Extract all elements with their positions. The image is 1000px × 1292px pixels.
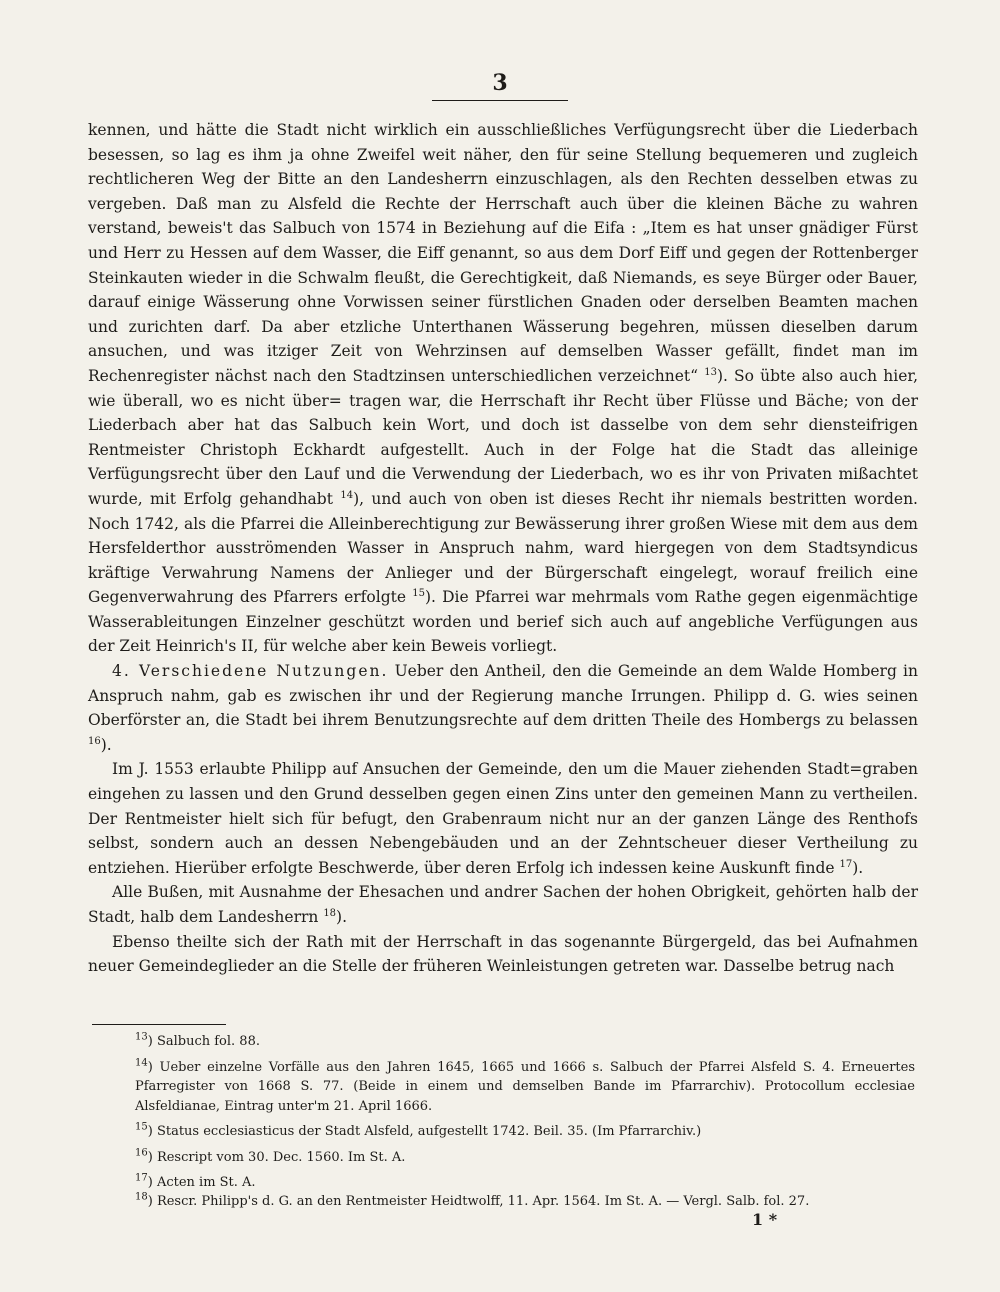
text-line: Liederbach, wo es ihr von Privaten mißachtet wurde, mit Erfolg gehandhabt <box>88 465 918 508</box>
footnote-number: 13 <box>135 1031 148 1043</box>
footnote <box>135 1122 915 1142</box>
paragraph-5 <box>88 930 918 979</box>
text-line: tragen war, die Herrschaft ihr Recht über Flüsse und Bäche; von der Liederbach aber hat das Salbuch <box>88 391 918 435</box>
footnote-ref: 16 <box>88 735 101 747</box>
text-line: Salbuch von 1574 in Beziehung auf die Eifa : „Item es hat unser gnädiger Fürst und Herr zu Hessen <box>88 219 918 262</box>
footnote-ref: 13 <box>704 366 717 378</box>
paragraph-1 <box>88 118 918 659</box>
text-line: Bewässerung ihrer großen Wiese mit dem aus dem Hersfelderthor ausströmenden Wasser in Anspruch <box>88 514 918 558</box>
text-line: Stadtzinsen unterschiedlichen verzeichnet“ <box>352 366 699 385</box>
footnote-ref: 17 <box>839 858 853 870</box>
text-line: ), und auch von oben ist <box>353 489 555 508</box>
text-line: berief sich auch auf angebliche Verfügungen aus der Zeit Heinrich's II, für welche aber kein Beweis vorliegt. <box>88 612 918 656</box>
footnote-text: ) Status ecclesiasticus der Stadt Alsfeld, aufgestellt 1742. Beil. 35. (Im Pfarrarchiv.) <box>147 1124 702 1139</box>
text-line: dieses Recht ihr niemals bestritten worden. Noch 1742, als die Pfarrei die Alleinberechtigung zur <box>88 489 918 533</box>
paragraph-5-text: Ebenso theilte sich der Rath mit der Herrschaft in das sogenannte Bürgergeld, das bei Aufnahmen neuer Gemeindeglieder an die Stelle der früheren Weinleistungen getreten war. Dasselbe betrug nach <box>88 932 918 976</box>
paragraph-4-end: ). <box>336 908 348 926</box>
footnote-text: ) Salbuch fol. 88. <box>147 1034 260 1049</box>
paragraph-3-end: ). <box>852 858 864 877</box>
footnote-ref: 18 <box>323 907 337 919</box>
text-line: kein Wort, und doch ist dasselbe von dem sehr diensteifrigen Rentmeister Christoph Eckhardt aufgestellt. <box>88 416 919 459</box>
text-line: itziger Zeit von Wehrzinsen auf demselben Wasser gefällt, findet man im Rechenregister nächst nach den <box>88 342 918 385</box>
text-line: Weg der Bitte an den Landesherrn einzuschlagen, als den Rechten desselben etwas zu vergeben. Daß <box>88 170 918 213</box>
text-line: einige Wässerung ohne Vorwissen seiner fürstlichen Gnaden oder derselben Beamten machen und zurichten <box>88 293 918 336</box>
footnote-last <box>135 1192 890 1212</box>
footnote <box>135 1148 915 1168</box>
text-line: wieder in die Schwalm fleußt, die Gerechtigkeit, daß Niemands, es seye Bürger oder Bauer, darauf <box>88 268 918 312</box>
footnote <box>135 1173 915 1193</box>
text-line: kennen, und hätte die Stadt nicht wirklich ein ausschließliches Verfügungsrecht über die Liederbach besessen, <box>88 121 918 164</box>
footnote-ref: 15 <box>412 588 425 600</box>
footnote-rule <box>92 1024 226 1025</box>
footnote-number: 15 <box>135 1121 148 1133</box>
paragraph-2-end: ). <box>100 735 112 754</box>
footnote-text: ) Rescript vom 30. Dec. 1560. Im St. A. <box>147 1149 406 1165</box>
text-line: war mehrmals vom Rathe gegen eigenmächtige Wasserableitungen Einzelner geschützt worden und <box>88 588 918 631</box>
footnote-text: ) Ueber einzelne Vorfälle aus den Jahren 1645, 1665 und 1666 s. Salbuch der Pfarrei Alsfeld S. 4. Erneuertes Pfarregister von 1668 S. 77. (Beide in einem und demselben Bande im Pfarrarchiv). Protocollum ecclesiae Alsfeldianae, Eintrag unter'm 21. April 1666. <box>135 1059 915 1114</box>
footnote-number: 16 <box>135 1147 148 1159</box>
text-line: so lag es ihm ja ohne Zweifel weit näher, den für seine Stellung bequemeren und zugleich rechtlicheren <box>88 145 918 189</box>
text-line: man zu Alsfeld die Rechte der Herrschaft auch über die kleinen Bäche zu wahren verstand, beweis't das <box>88 194 919 238</box>
paragraph-2 <box>88 659 918 757</box>
text-line: ). So übte also auch hier, wie überall, wo es nicht über= <box>88 366 918 410</box>
footnote-ref: 14 <box>340 489 354 501</box>
text-line: auf dem Wasser, die Eiff genannt, so aus dem Dorf Eiff und gegen der Rottenberger Steinkauten <box>88 243 918 287</box>
footnote <box>135 1058 915 1117</box>
footnote-text: ) Acten im St. A. <box>147 1175 256 1190</box>
footnote <box>135 1032 915 1052</box>
footnotes <box>135 1032 915 1199</box>
signature-mark: 1 * <box>752 1210 778 1229</box>
text-line: nahm, ward hiergegen von dem Stadtsyndicus kräftige Verwahrung Namens der Anlieger und der <box>88 539 919 582</box>
footnote-number: 18 <box>135 1191 148 1203</box>
footnote-number: 17 <box>135 1172 148 1184</box>
paragraph-3-text: Im J. 1553 erlaubte Philipp auf Ansuchen der Gemeinde, den um die Mauer ziehenden Stadt=graben eingehen zu lassen und den Grund desselben gegen einen Zins unter den gemeinen Mann zu vertheilen. Der Rentmeister hielt sich für befugt, den Grabenraum nicht nur an der ganzen Länge des Renthofs selbst, sondern auch an dessen Nebengebäuden und an der Zehntscheuer dieser Vertheilung zu entziehen. Hierüber erfolgte Beschwerde, über deren Erfolg ich indessen keine Auskunft finde <box>88 760 918 877</box>
paragraph-2-text: Ueber den Antheil, den die Gemeinde an dem Walde Homberg in Anspruch nahm, gab es zwischen ihr und der Regierung manche Irrungen. Philipp d. G. wies seinen Oberförster an, die Stadt bei ihrem Benutzungsrechte auf dem dritten Theile des Hombergs zu belassen <box>88 662 918 730</box>
page-number: 3 <box>492 70 508 96</box>
header-rule <box>432 100 568 101</box>
text-line: Auch in der Folge hat die Stadt das alleinige Verfügungsrecht über den Lauf und die Verwendung der <box>88 440 918 484</box>
section-heading: 4. Verschiedene Nutzungen. <box>112 662 389 681</box>
footnote-text: ) Rescr. Philipp's d. G. an den Rentmeister Heidtwolff, 11. Apr. 1564. Im St. A. — Vergl. Salb. fol. 27. <box>147 1194 810 1209</box>
text-line: Bürgerschaft eingelegt, worauf freilich eine Gegenverwahrung des Pfarrers erfolgte <box>88 563 918 607</box>
paragraph-4 <box>88 880 918 929</box>
paragraph-3 <box>88 757 918 880</box>
footnote-number: 14 <box>135 1057 148 1069</box>
text-line: darf. Da aber etzliche Unterthanen Wässerung begehren, müssen dieselben darum ansuchen, und was <box>88 317 918 361</box>
body-text <box>88 118 918 979</box>
paragraph-4-text: Alle Bußen, mit Ausnahme der Ehesachen und andrer Sachen der hohen Obrigkeit, gehörten halb der Stadt, halb dem Landesherrn <box>88 883 918 926</box>
text-line: ). Die Pfarrei <box>424 588 530 607</box>
